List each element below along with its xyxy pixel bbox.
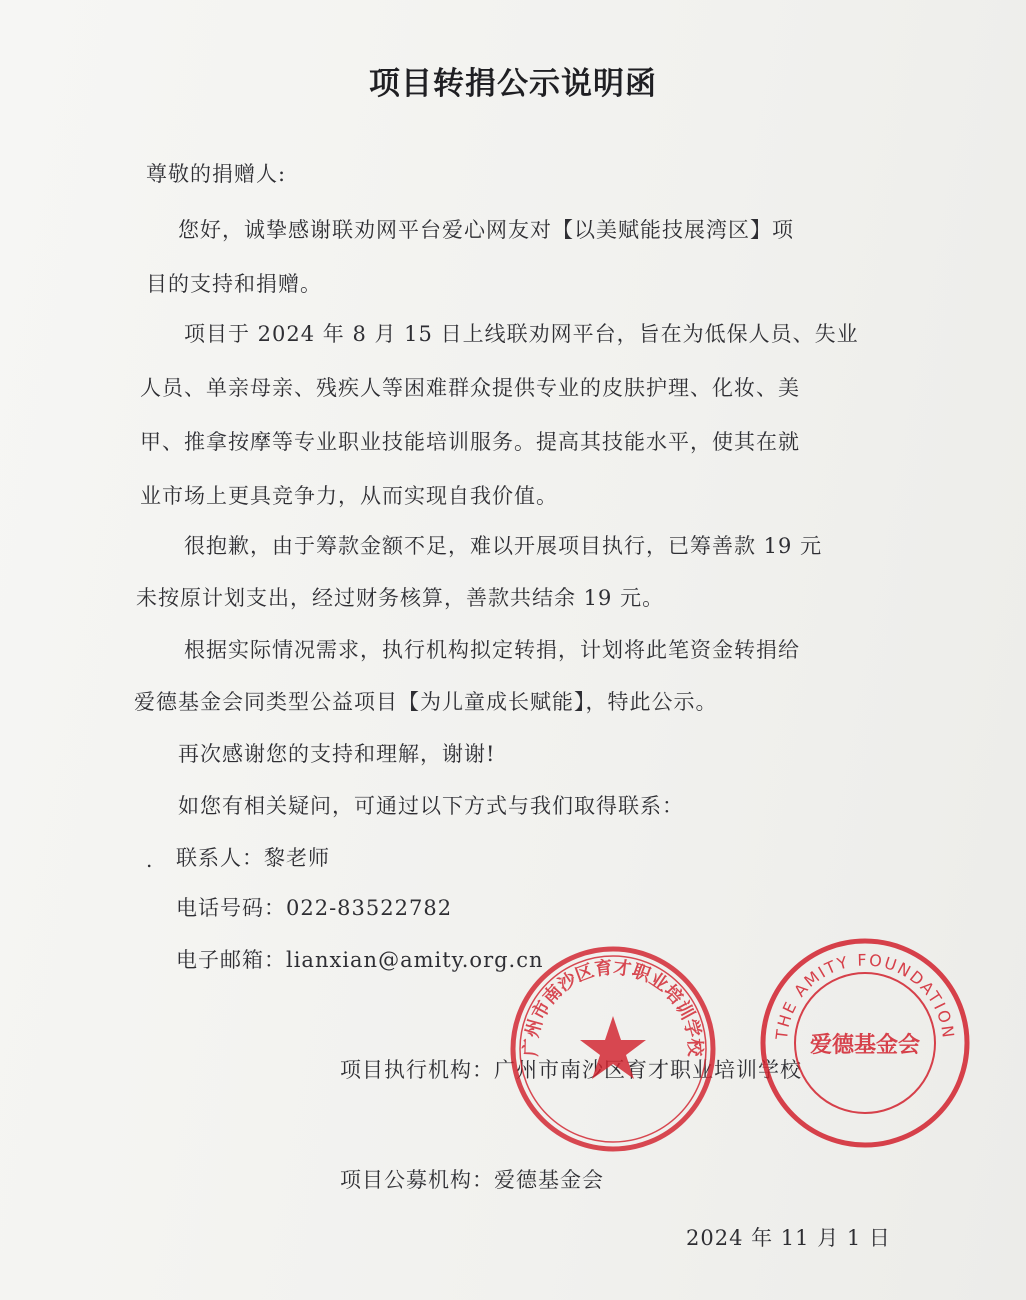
amity-foundation-seal <box>758 936 972 1150</box>
paragraph-2-line-4: 业市场上更具竞争力，从而实现自我价值。 <box>140 484 558 508</box>
paragraph-2-line-3: 甲、推拿按摩等专业职业技能培训服务。提高其技能水平，使其在就 <box>140 430 800 454</box>
salutation: 尊敬的捐赠人: <box>146 162 287 186</box>
stray-mark: . <box>146 848 153 872</box>
paragraph-2-line-2: 人员、单亲母亲、残疾人等困难群众提供专业的皮肤护理、化妆、美 <box>140 376 800 400</box>
contact-person: 联系人：黎老师 <box>176 846 330 870</box>
executing-org: 项目执行机构：广州市南沙区育才职业培训学校 <box>340 1058 802 1082</box>
paragraph-4-line-1: 根据实际情况需求，执行机构拟定转捐，计划将此笔资金转捐给 <box>184 638 800 662</box>
paragraph-2-line-1: 项目于 2024 年 8 月 15 日上线联劝网平台，旨在为低保人员、失业 <box>184 322 859 346</box>
paragraph-1-line-1: 您好，诚挚感谢联劝网平台爱心网友对【以美赋能技展湾区】项 <box>178 218 794 242</box>
paragraph-3-line-2: 未按原计划支出，经过财务核算，善款共结余 19 元。 <box>136 586 665 610</box>
page-title: 项目转捐公示说明函 <box>369 66 657 102</box>
amity-seal-ring-text: THE AMITY FOUNDATION <box>771 950 959 1041</box>
school-seal <box>508 944 718 1154</box>
contact-intro: 如您有相关疑问，可通过以下方式与我们取得联系： <box>178 794 684 818</box>
document-date: 2024 年 11 月 1 日 <box>686 1226 891 1250</box>
star-icon <box>580 1016 646 1079</box>
paragraph-1-line-2: 目的支持和捐赠。 <box>146 272 322 296</box>
paragraph-4-line-2: 爱德基金会同类型公益项目【为儿童成长赋能】，特此公示。 <box>134 690 718 714</box>
fundraising-org: 项目公募机构：爱德基金会 <box>340 1168 604 1192</box>
contact-phone: 电话号码：022-83522782 <box>176 896 453 920</box>
school-seal-text: 广州市南沙区育才职业培训学校 <box>520 957 706 1057</box>
paragraph-3-line-1: 很抱歉，由于筹款金额不足，难以开展项目执行，已筹善款 19 元 <box>184 534 823 558</box>
thanks-line: 再次感谢您的支持和理解，谢谢! <box>178 742 496 766</box>
contact-email: 电子邮箱：lianxian@amity.org.cn <box>176 948 544 972</box>
amity-seal-center-text: 爱德基金会 <box>809 1033 921 1058</box>
